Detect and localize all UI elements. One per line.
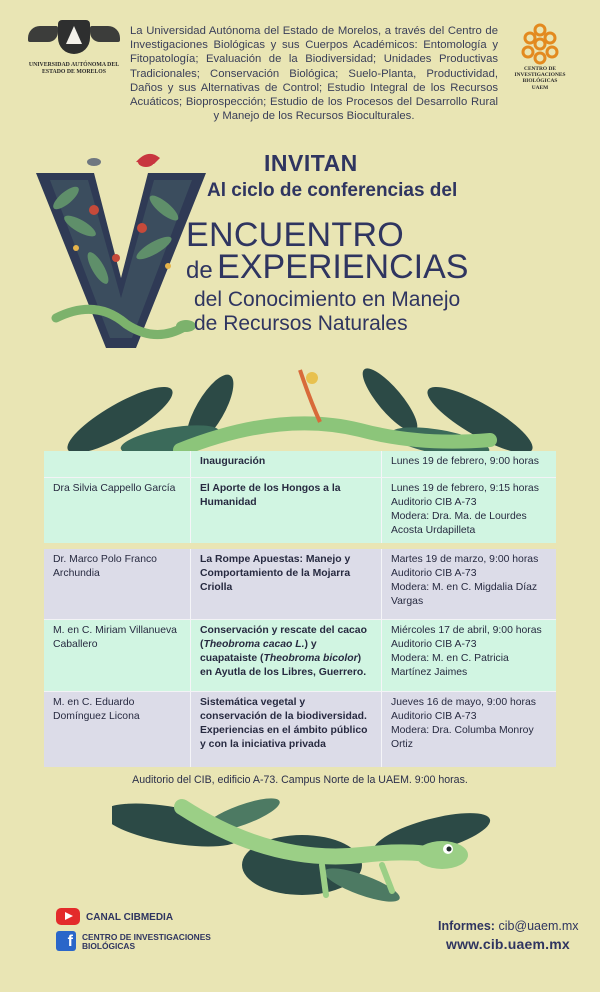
date-text: Martes 19 de marzo, 9:00 horas: [391, 554, 539, 565]
place-text: Auditorio CIB A-73: [391, 497, 477, 508]
eagle-wing-left-icon: [28, 26, 58, 42]
date-text: Jueves 16 de mayo, 9:00 horas: [391, 697, 536, 708]
uaem-name: [22, 62, 126, 76]
table-row: [44, 451, 556, 477]
moderator-text: Modera: Dra. Columba Monroy Ortiz: [391, 725, 534, 750]
date-cell: Lunes 19 de febrero, 9:00 horas: [391, 456, 539, 467]
encuentro-title: ENCUENTRO: [186, 216, 405, 254]
facebook-line1: CENTRO DE INVESTIGACIONES: [82, 932, 211, 942]
lizard-illustration: [112, 795, 492, 915]
title-cell: [190, 620, 382, 691]
date-cell: [382, 620, 556, 691]
hero: [0, 140, 600, 355]
moderator-text: Modera: Dra. Ma. de Lourdes Acosta Urdapilleta: [391, 511, 527, 536]
cib-name-line4: UAEM: [531, 84, 549, 91]
experiencias-word: EXPERIENCIAS: [217, 248, 469, 286]
title-italic: Theobroma cacao L.: [203, 639, 305, 650]
ciclo-heading: Al ciclo de conferencias del: [207, 180, 458, 201]
cib-name: [498, 66, 582, 91]
title-part: ) y cuapataiste (: [200, 639, 317, 664]
speaker-cell: M. en C. Miriam Villanueva Caballero: [53, 625, 177, 650]
place-text: Auditorio CIB A-73: [391, 711, 477, 722]
eagle-wing-right-icon: [90, 26, 120, 42]
table-row: [44, 549, 556, 619]
table-row: [44, 619, 556, 691]
email-link[interactable]: cib@uaem.mx: [498, 919, 579, 933]
uaem-name-line1: UNIVERSIDAD AUTÓNOMA DEL: [28, 62, 120, 68]
cib-name-line3: BIOLÓGICAS: [522, 78, 558, 85]
header: [0, 0, 600, 130]
informes: [438, 919, 579, 933]
title-cell: Sistemática vegetal y conservación de la biodiversidad. Experiencias en el ámbito público y con la iniciativa privada: [190, 692, 382, 767]
date-text: Lunes 19 de febrero, 9:15 horas: [391, 483, 539, 494]
website-link[interactable]: www.cib.uaem.mx: [446, 936, 570, 952]
place-text: Auditorio CIB A-73: [391, 639, 477, 650]
de-word: de: [186, 257, 213, 284]
speaker-cell: Dr. Marco Polo Franco Archundia: [53, 554, 157, 579]
speaker-cell: Dra Silvia Cappello García: [53, 483, 176, 494]
place-text: Auditorio CIB A-73: [391, 568, 477, 579]
date-cell: [382, 478, 556, 543]
informes-label: Informes:: [438, 919, 495, 933]
date-text: Miércoles 17 de abril, 9:00 horas: [391, 625, 542, 636]
cib-name-line2: INVESTIGACIONES: [514, 72, 566, 79]
moderator-text: Modera: M. en C. Migdalia Díaz Vargas: [391, 582, 538, 607]
v-nature-illustration: [36, 148, 206, 353]
facebook-page-link[interactable]: [82, 933, 222, 951]
facebook-icon[interactable]: f: [56, 931, 76, 951]
title-italic: Theobroma bicolor: [263, 653, 358, 664]
title-cell: La Rompe Apuestas: Manejo y Comportamiento de la Mojarra Criolla: [190, 549, 382, 619]
cib-name-line1: CENTRO DE: [524, 66, 556, 72]
youtube-channel-link[interactable]: CANAL CIBMEDIA: [86, 912, 174, 923]
experiencias-title: [186, 248, 468, 287]
schedule-table: [44, 451, 556, 767]
youtube-icon[interactable]: [56, 908, 80, 925]
table-row: [44, 691, 556, 767]
uaem-name-line2: ESTADO DE MORELOS: [42, 69, 106, 75]
date-cell: [382, 549, 556, 619]
facebook-line2: BIOLÓGICAS: [82, 941, 136, 951]
title-part: ) en Ayutla de los Libres, Guerrero.: [200, 653, 367, 678]
moderator-text: Modera: M. en C. Patricia Martínez Jaimes: [391, 653, 509, 678]
invitan-heading: INVITAN: [264, 150, 358, 176]
intro-text: La Universidad Autónoma del Estado de Morelos, a través del Centro de Investigaciones Biológicas y sus Cuerpos Académicos: Entomología y Fitopatología; Evaluación de la Biodiversidad; Unidades Productivas Tradicionales; Conservación Biológica; Suelo-Planta, Productividad, Daños y sus Alternativas de Control; Estudio Integral de los Recursos Acuáticos; Bioprospección; Estudio de los Procesos del Desarrollo Rural y Manejo de los Recursos Bioculturales.: [130, 25, 498, 123]
title-cell: El Aporte de los Hongos a la Humanidad: [190, 478, 382, 543]
leaves-iguana-illustration: [60, 350, 560, 460]
speaker-cell: [44, 451, 190, 477]
venue-note: Auditorio del CIB, edificio A-73. Campus Norte de la UAEM. 9:00 horas.: [132, 774, 468, 786]
title-part: Conservación y rescate del cacao (: [200, 625, 367, 650]
recursos-title: de Recursos Naturales: [194, 312, 408, 335]
uaem-shield-icon: [58, 20, 90, 54]
conocimiento-title: del Conocimiento en Manejo: [194, 288, 461, 311]
date-cell: [382, 692, 556, 767]
title-cell: Inauguración: [190, 451, 382, 477]
table-row: [44, 477, 556, 543]
footer: [0, 900, 600, 992]
speaker-cell: M. en C. Eduardo Domínguez Licona: [53, 697, 140, 722]
